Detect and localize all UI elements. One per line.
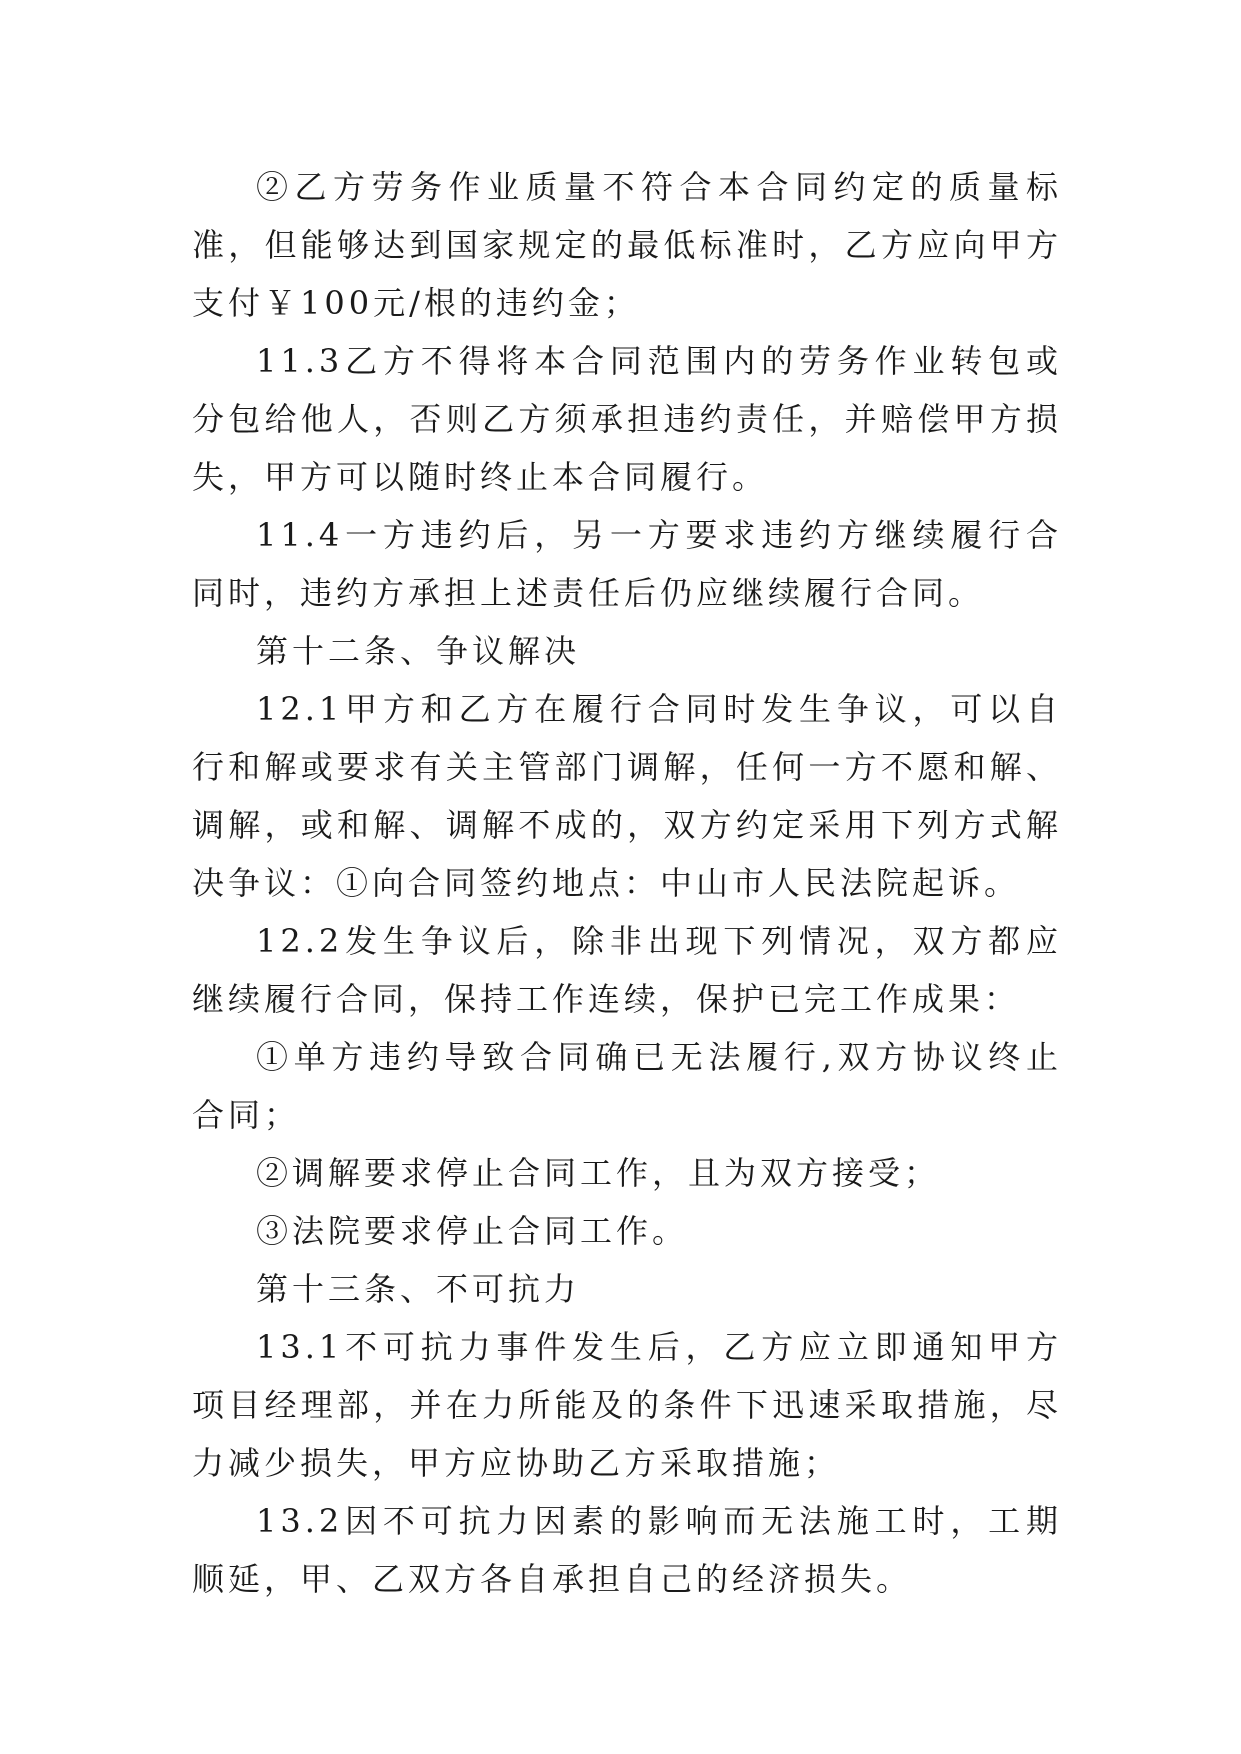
list-item-1: ①单方违约导致合同确已无法履行,双方协议终止合同； [192, 1038, 1062, 1134]
paragraph-liquidated-damages-quality: ②乙方劳务作业质量不符合本合同约定的质量标准，但能够达到国家规定的最低标准时，乙方应向甲方支付￥100元/根的违约金； [192, 168, 1062, 322]
list-item-2: ②调解要求停止合同工作，且为双方接受； [256, 1154, 941, 1192]
section-heading-article-12: 第十二条、争议解决 [256, 632, 581, 670]
paragraph-13-1: 13.1不可抗力事件发生后，乙方应立即通知甲方项目经理部，并在力所能及的条件下迅速采取措施，尽力减少损失，甲方应协助乙方采取措施； [192, 1328, 1062, 1482]
paragraph-12-2: 12.2发生争议后，除非出现下列情况，双方都应继续履行合同，保持工作连续，保护已完工作成果： [192, 922, 1062, 1018]
list-item-3: ③法院要求停止合同工作。 [256, 1212, 689, 1250]
paragraph-12-1: 12.1甲方和乙方在履行合同时发生争议，可以自行和解或要求有关主管部门调解，任何一方不愿和解、调解，或和解、调解不成的，双方约定采用下列方式解决争议：①向合同签约地点：中山市人民法院起诉。 [192, 690, 1062, 902]
section-heading-article-13: 第十三条、不可抗力 [256, 1270, 581, 1308]
document-body [192, 158, 1062, 1608]
paragraph-13-2: 13.2因不可抗力因素的影响而无法施工时，工期顺延，甲、乙双方各自承担自己的经济损失。 [192, 1502, 1062, 1598]
paragraph-11-4: 11.4一方违约后，另一方要求违约方继续履行合同时，违约方承担上述责任后仍应继续履行合同。 [192, 516, 1062, 612]
paragraph-11-3: 11.3乙方不得将本合同范围内的劳务作业转包或分包给他人，否则乙方须承担违约责任，并赔偿甲方损失，甲方可以随时终止本合同履行。 [192, 342, 1062, 496]
